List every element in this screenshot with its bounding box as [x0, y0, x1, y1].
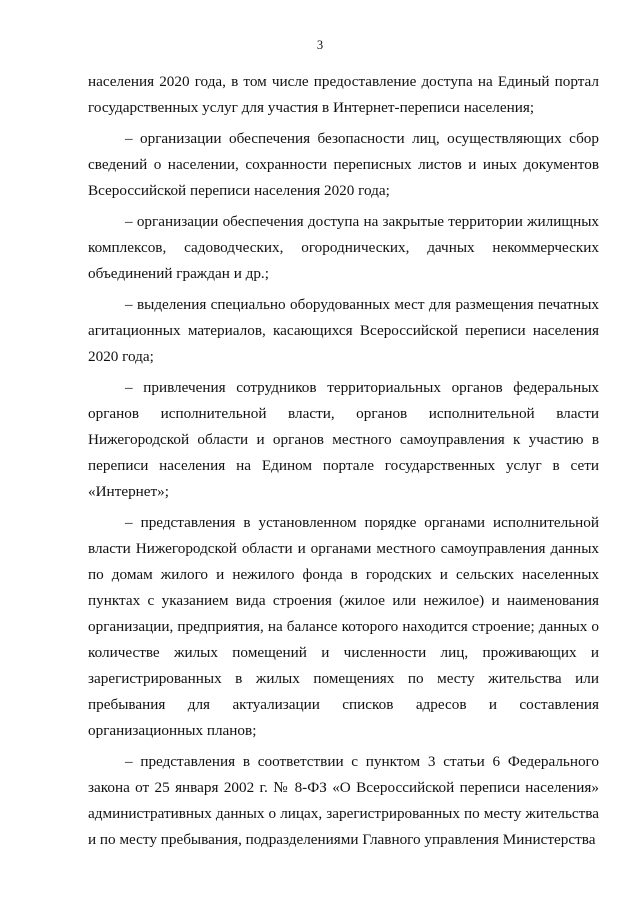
page-number: 3 [316, 38, 324, 52]
paragraph-housing-data: – представления в установленном порядке органами исполнительной власти Нижегородской области и органами местного самоуправления данных по домам жилого и нежилого фонда в городских и сельских населенных пунктах с указанием вида строения (жилое или нежилое) и наименования организации, предприятия, на балансе которого находится строение; данных о количестве жилых помещений и численности лиц, проживающих и зарегистрированных в жилых помещениях по месту жительства или пребывания для актуализации списков адресов и составления организационных планов; [88, 514, 599, 739]
paragraph-placement: – выделения специально оборудованных мест для размещения печатных агитационных материалов, касающихся Всероссийской переписи населения 2020 года; [88, 296, 599, 365]
paragraph-admin-data: – представления в соответствии с пунктом 3 статьи 6 Федерального закона от 25 января 2002 г. № 8-ФЗ «О Всероссийской переписи населения» административных данных о лицах, зарегистрированных по месту жительства и по месту пребывания, подразделениями Главного управления Министерства [88, 753, 599, 848]
paragraph-staff: – привлечения сотрудников территориальных органов федеральных органов исполнительной власти, органов исполнительной власти Нижегородской области и органов местного самоуправления к участию в переписи населения на Едином портале государственных услуг в сети «Интернет»; [88, 379, 599, 500]
paragraph-security: – организации обеспечения безопасности лиц, осуществляющих сбор сведений о населении, сохранности переписных листов и иных документов Всероссийской переписи населения 2020 года; [88, 130, 599, 199]
document-body [88, 69, 599, 853]
paragraph-continuation: населения 2020 года, в том числе предоставление доступа на Единый портал государственных услуг для участия в Интернет-переписи населения; [88, 73, 599, 116]
paragraph-access: – организации обеспечения доступа на закрытые территории жилищных комплексов, садоводческих, огороднических, дачных некоммерческих объединений граждан и др.; [88, 213, 599, 282]
